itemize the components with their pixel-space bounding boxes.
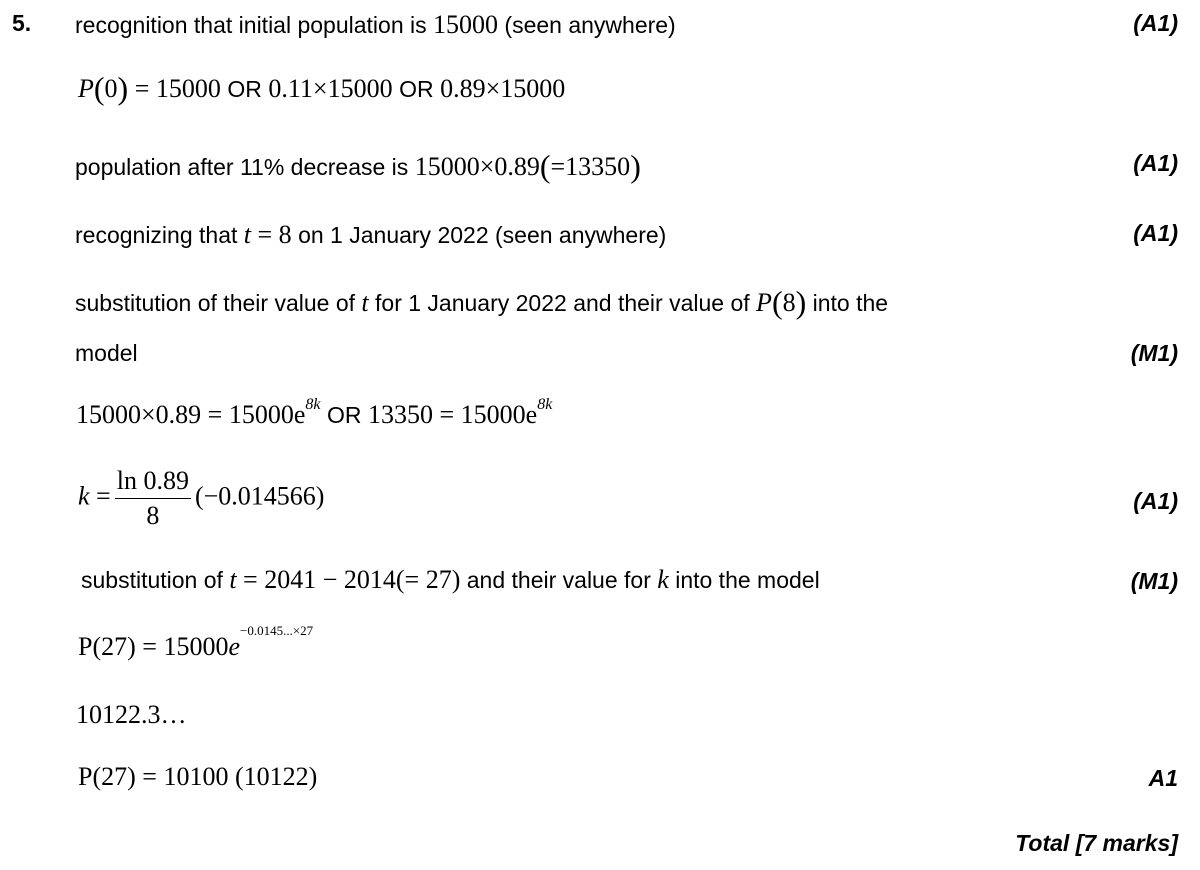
- k-decimal: (−0.014566): [194, 481, 325, 511]
- p27-final-val: (10122): [234, 762, 318, 791]
- eq8k-lhs2: 13350 = 15000e: [367, 400, 538, 429]
- p-symbol: P: [78, 74, 94, 103]
- mark-line3: (A1): [1133, 150, 1178, 176]
- line-substitution-2041: [81, 565, 820, 595]
- eq8k-exp2: 8k: [537, 396, 553, 414]
- k-denominator: 8: [146, 501, 160, 530]
- line9-var-k: k: [657, 565, 669, 594]
- or-2: OR: [399, 76, 434, 102]
- line5-text-a: substitution of their value of: [75, 290, 362, 316]
- k-numerator: ln 0.89: [115, 466, 191, 499]
- k-fraction: [115, 466, 191, 531]
- line4-text-a: recognizing that: [75, 222, 244, 248]
- eq8k-exp1: 8k: [305, 396, 321, 414]
- question-number: 5.: [12, 10, 32, 36]
- line1-text-a: recognition that initial population is: [75, 12, 434, 38]
- line-p0-expression: P(0) = 15000 OR 0.11×15000 OR 0.89×15000: [78, 70, 566, 106]
- line-model: model: [75, 340, 138, 366]
- eq8k-or: OR: [326, 402, 362, 428]
- line-k-value: [78, 466, 324, 531]
- k-symbol: k: [78, 481, 90, 511]
- line9-var-t: t: [229, 565, 237, 594]
- p27-e: e: [228, 632, 240, 661]
- line5-text-b: for 1 January 2022 and their value of: [368, 290, 757, 316]
- mark-line12: A1: [1148, 765, 1178, 791]
- line5-var-t: t: [361, 288, 369, 317]
- line4-eq: = 8: [251, 220, 292, 249]
- line-initial-population: [75, 10, 676, 40]
- line9-expr: = 2041 − 2014(= 27): [236, 565, 461, 594]
- line9-text-b: and their value for: [460, 567, 658, 593]
- line3-expr: 15000×0.89: [414, 152, 540, 181]
- line9-text-c: into the model: [668, 567, 820, 593]
- mark-line4: (A1): [1133, 220, 1178, 246]
- line3-text: population after 11% decrease is: [75, 154, 415, 180]
- p-arg: 0: [104, 74, 118, 103]
- line1-value: 15000: [433, 10, 499, 39]
- line5-arg: 8: [782, 288, 796, 317]
- line3-inner: =13350: [550, 152, 631, 181]
- line4-text-b: on 1 January 2022 (seen anywhere): [291, 222, 667, 248]
- mark-line6: (M1): [1130, 340, 1178, 366]
- line-10122: 10122.3…: [76, 700, 187, 729]
- mark-line8: (A1): [1133, 488, 1178, 514]
- line9-text-a: substitution of: [81, 567, 230, 593]
- expr-0-11: 0.11×15000: [268, 74, 393, 103]
- total-marks: Total [7 marks]: [1015, 830, 1178, 856]
- line-p27-final: [78, 762, 317, 792]
- eq8k-lhs1: 15000×0.89 = 15000e: [76, 400, 306, 429]
- mark-line9: (M1): [1130, 568, 1178, 594]
- p27-lhs: P(27) = 15000: [78, 632, 229, 661]
- k-equals: =: [89, 481, 111, 511]
- line-population-after-decrease: population after 11% decrease is 15000×0.89(=13350): [75, 148, 641, 184]
- line5-text-c: into the: [806, 290, 889, 316]
- p27-exponent: −0.0145...×27: [240, 623, 314, 639]
- line-substitution-t: substitution of their value of t for 1 January 2022 and their value of P(8) into the: [75, 284, 889, 320]
- line4-var-t: t: [243, 220, 252, 249]
- or-1: OR: [227, 76, 262, 102]
- expr-0-89: 0.89×15000: [440, 74, 566, 103]
- p27-final-lhs: P(27) = 10100: [78, 762, 229, 791]
- line-recognizing-t: [75, 220, 666, 250]
- line-equation-8k: [76, 396, 553, 430]
- line5-p: P: [756, 288, 772, 317]
- mark-line1: (A1): [1133, 10, 1178, 36]
- p0-equals: = 15000: [128, 74, 221, 103]
- line1-text-b: (seen anywhere): [498, 12, 676, 38]
